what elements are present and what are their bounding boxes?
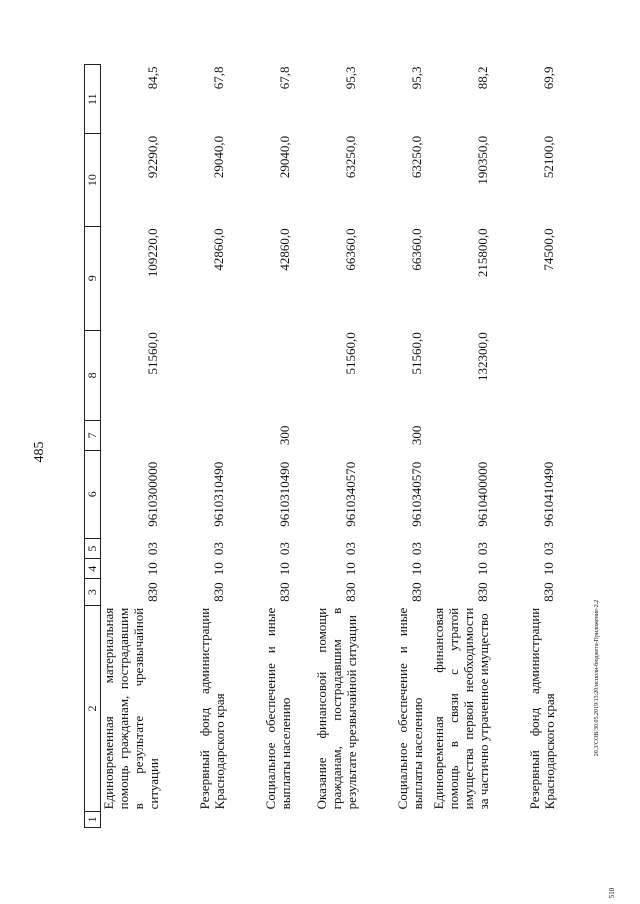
row-index-cell bbox=[167, 811, 233, 827]
value-cell-11: 69,9 bbox=[541, 66, 556, 90]
row-name-cell: Резервный фонд администрации Краснодарского края bbox=[527, 607, 557, 810]
code-cell-4: 10 bbox=[409, 562, 424, 576]
code-cell-7 bbox=[497, 420, 563, 450]
row-name-cell: Социальное обеспечение и иные выплаты населению bbox=[263, 607, 293, 810]
table-row bbox=[167, 65, 233, 828]
value-cell-11: 67,8 bbox=[277, 66, 292, 90]
value-cell-10: 29040,0 bbox=[277, 135, 292, 179]
value-cell-9: 42860,0 bbox=[211, 228, 226, 271]
code-cell-4: 10 bbox=[343, 562, 358, 576]
header-row bbox=[85, 65, 101, 828]
code-cell-6: 9610400000 bbox=[475, 461, 490, 527]
footer-file-path: 20.3/СОВ/30.05.2019/13:20/исполн-бюджета-Приложение-2.2 bbox=[594, 599, 600, 757]
code-cell-3: 830 bbox=[343, 582, 358, 602]
code-cell-7 bbox=[299, 420, 365, 450]
row-name-cell: Резервный фонд администрации Краснодарского края bbox=[197, 607, 227, 810]
code-cell-5: 03 bbox=[541, 542, 556, 556]
column-header-8: 8 bbox=[85, 330, 101, 420]
value-cell-8: 51560,0 bbox=[409, 332, 424, 375]
code-cell-7 bbox=[101, 420, 168, 450]
column-header-2: 2 bbox=[85, 606, 101, 812]
value-cell-10: 190350,0 bbox=[475, 135, 490, 185]
corner-page-mark: 510 bbox=[608, 887, 616, 899]
value-cell-9: 42860,0 bbox=[277, 228, 292, 271]
value-cell-11: 88,2 bbox=[475, 66, 490, 90]
code-cell-6: 9610340570 bbox=[409, 461, 424, 527]
value-cell-8 bbox=[233, 330, 299, 420]
code-cell-5: 03 bbox=[409, 542, 424, 556]
column-header-5: 5 bbox=[85, 538, 101, 559]
row-index-cell bbox=[101, 811, 168, 827]
value-cell-11: 84,5 bbox=[145, 66, 160, 90]
row-name-cell: Единовременная материальная помощь гражданам, пострадавшим в результате чрезвычайной ситуации bbox=[101, 607, 161, 810]
value-cell-11: 95,3 bbox=[409, 66, 424, 90]
code-cell-4: 10 bbox=[475, 562, 490, 576]
code-cell-5: 03 bbox=[343, 542, 358, 556]
value-cell-10: 92290,0 bbox=[145, 135, 160, 179]
value-cell-10: 63250,0 bbox=[343, 135, 358, 179]
budget-sheet bbox=[84, 64, 574, 828]
code-cell-6: 9610410490 bbox=[541, 461, 556, 527]
code-cell-6: 9610310490 bbox=[277, 461, 292, 527]
value-cell-10: 52100,0 bbox=[541, 135, 556, 179]
code-cell-3: 830 bbox=[541, 582, 556, 602]
table-row bbox=[365, 65, 431, 828]
code-cell-3: 830 bbox=[409, 582, 424, 602]
code-cell-5: 03 bbox=[211, 542, 226, 556]
code-cell-5: 03 bbox=[277, 542, 292, 556]
code-cell-4: 10 bbox=[145, 562, 160, 576]
code-cell-6: 9610340570 bbox=[343, 461, 358, 527]
code-cell-3: 830 bbox=[277, 582, 292, 602]
column-header-3: 3 bbox=[85, 579, 101, 606]
table-row bbox=[233, 65, 299, 828]
column-header-7: 7 bbox=[85, 420, 101, 450]
code-cell-7: 300 bbox=[409, 425, 424, 446]
column-header-6: 6 bbox=[85, 450, 101, 538]
code-cell-4: 10 bbox=[277, 562, 292, 576]
value-cell-8: 51560,0 bbox=[343, 332, 358, 375]
row-index-cell bbox=[431, 811, 497, 827]
code-cell-3: 830 bbox=[475, 582, 490, 602]
row-name-cell: Социальное обеспечение и иные выплаты населению bbox=[395, 607, 425, 810]
value-cell-8 bbox=[167, 330, 233, 420]
code-cell-6: 9610300000 bbox=[145, 461, 160, 527]
page-number: 485 bbox=[32, 441, 47, 463]
value-cell-9: 66360,0 bbox=[409, 228, 424, 271]
code-cell-7 bbox=[431, 420, 497, 450]
value-cell-9: 74500,0 bbox=[541, 228, 556, 271]
table-row bbox=[101, 65, 168, 828]
value-cell-8 bbox=[497, 330, 563, 420]
code-cell-7: 300 bbox=[277, 425, 292, 446]
table-row bbox=[431, 65, 497, 828]
code-cell-5: 03 bbox=[475, 542, 490, 556]
value-cell-8: 51560,0 bbox=[145, 332, 160, 375]
column-header-11: 11 bbox=[85, 65, 101, 134]
value-cell-10: 29040,0 bbox=[211, 135, 226, 179]
row-name-cell: Единовременная финансовая помощь в связи с утратой имущества первой необходимости за частично утраченное имущество bbox=[431, 607, 491, 810]
value-cell-10: 63250,0 bbox=[409, 135, 424, 179]
code-cell-4: 10 bbox=[541, 562, 556, 576]
code-cell-6: 9610310490 bbox=[211, 461, 226, 527]
column-header-1: 1 bbox=[85, 811, 101, 827]
code-cell-7 bbox=[167, 420, 233, 450]
code-cell-4: 10 bbox=[211, 562, 226, 576]
table-row bbox=[497, 65, 563, 828]
column-header-4: 4 bbox=[85, 559, 101, 579]
budget-table bbox=[84, 64, 563, 828]
code-cell-3: 830 bbox=[211, 582, 226, 602]
value-cell-8: 132300,0 bbox=[475, 332, 490, 382]
row-index-cell bbox=[497, 811, 563, 827]
column-header-10: 10 bbox=[85, 134, 101, 226]
code-cell-3: 830 bbox=[145, 582, 160, 602]
value-cell-9: 109220,0 bbox=[145, 228, 160, 278]
value-cell-9: 215800,0 bbox=[475, 228, 490, 278]
row-index-cell bbox=[233, 811, 299, 827]
code-cell-5: 03 bbox=[145, 542, 160, 556]
table-row bbox=[299, 65, 365, 828]
row-index-cell bbox=[299, 811, 365, 827]
value-cell-11: 67,8 bbox=[211, 66, 226, 90]
column-header-9: 9 bbox=[85, 226, 101, 330]
row-name-cell: Оказание финансовой помощи гражданам, пострадавшим в результате чрезвычайной ситуации bbox=[314, 607, 359, 810]
value-cell-11: 95,3 bbox=[343, 66, 358, 90]
value-cell-9: 66360,0 bbox=[343, 228, 358, 271]
row-index-cell bbox=[365, 811, 431, 827]
